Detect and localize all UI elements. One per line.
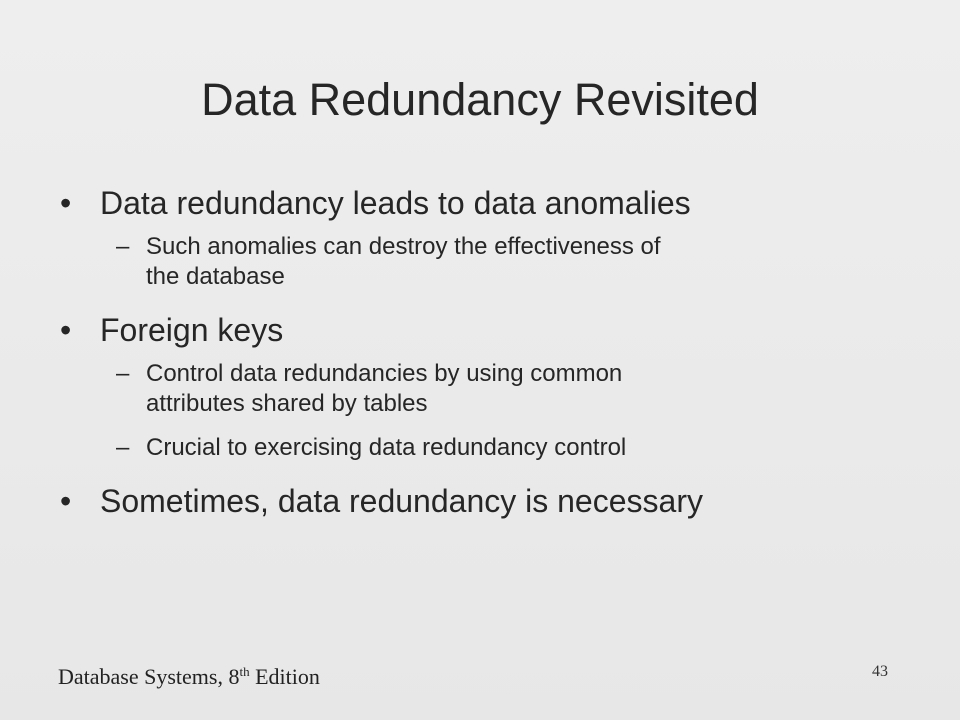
page-number: 43 xyxy=(872,663,888,680)
sub-bullet-mark: – xyxy=(116,360,130,387)
slide-footer xyxy=(58,664,320,690)
bullet-item xyxy=(60,481,910,521)
sub-bullet-line: Crucial to exercising data redundancy control xyxy=(146,434,627,461)
slide-title: Data Redundancy Revisited xyxy=(201,74,759,125)
sub-bullet-line: attributes shared by tables xyxy=(146,390,428,417)
sub-bullet-item xyxy=(60,359,910,419)
sub-bullet-mark: – xyxy=(116,233,130,260)
sub-bullet-item xyxy=(60,232,910,292)
sub-bullet-item xyxy=(60,433,910,463)
sub-bullet-line: Control data redundancies by using common xyxy=(146,360,623,387)
sub-bullet-mark: – xyxy=(116,434,130,461)
bullet-text: Data redundancy leads to data anomalies xyxy=(100,185,691,221)
bullet-item xyxy=(60,310,910,350)
bullet-item xyxy=(60,183,910,223)
bullet-mark: • xyxy=(60,185,72,221)
bullet-mark: • xyxy=(60,312,72,348)
footer-text: Database Systems, 8 xyxy=(58,664,240,689)
bullet-text: Sometimes, data redundancy is necessary xyxy=(100,483,703,519)
sub-bullet-line: Such anomalies can destroy the effectiveness of xyxy=(146,233,661,260)
footer-superscript: th xyxy=(239,664,250,679)
slide-content xyxy=(60,183,910,521)
footer-text-suffix: Edition xyxy=(249,664,320,689)
sub-bullet-line: the database xyxy=(146,263,285,290)
bullet-text: Foreign keys xyxy=(100,312,284,348)
bullet-mark: • xyxy=(60,483,72,519)
